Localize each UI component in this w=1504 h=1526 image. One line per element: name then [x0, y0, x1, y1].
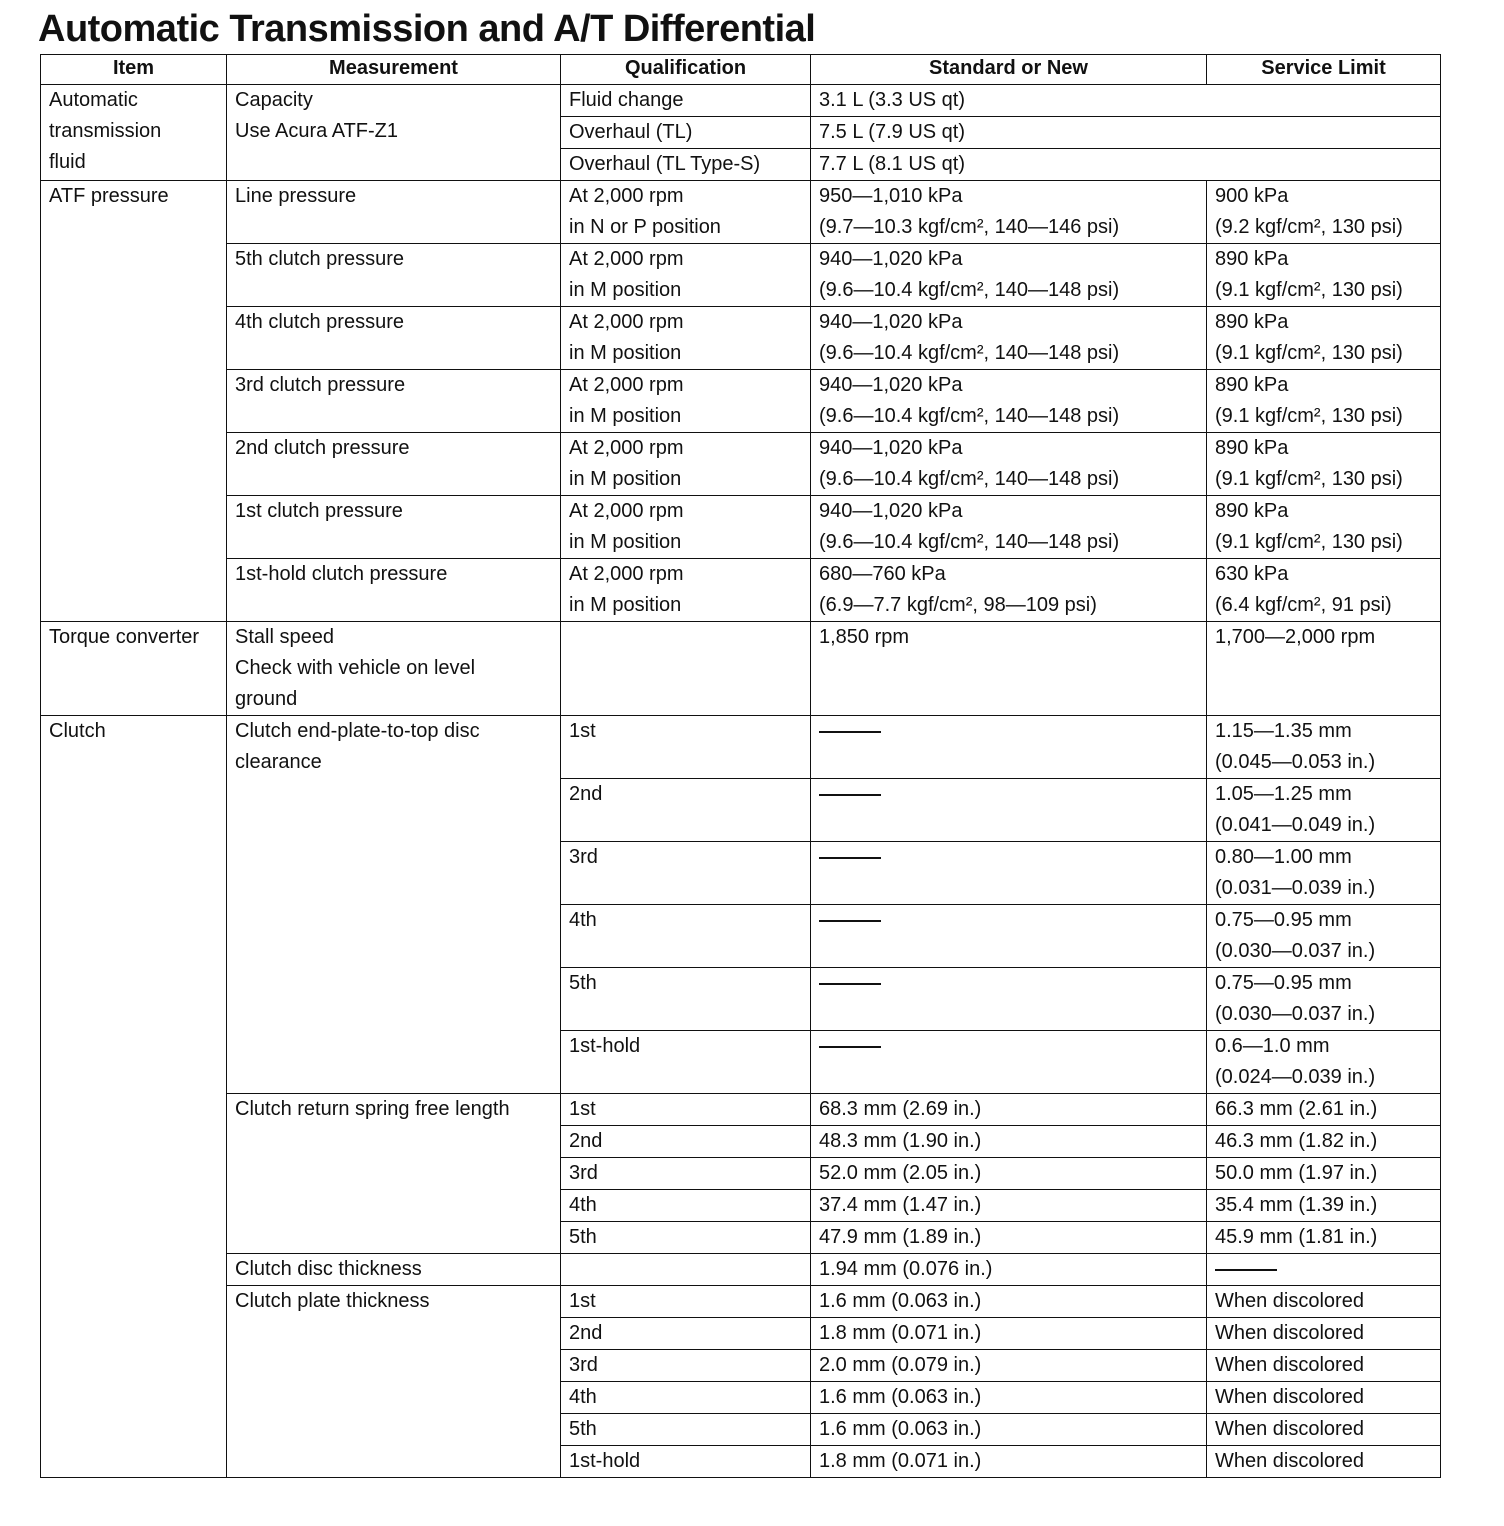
qualification-cell: 1st — [561, 716, 811, 779]
limit-cell: 890 kPa (9.1 kgf/cm², 130 psi) — [1207, 370, 1441, 433]
standard-cell — [811, 842, 1207, 905]
standard-cell: 68.3 mm (2.69 in.) — [811, 1094, 1207, 1126]
measurement-disc-thickness: Clutch disc thickness — [227, 1254, 561, 1286]
standard-cell — [811, 779, 1207, 842]
qualification-cell: 1st-hold — [561, 1031, 811, 1094]
qualification-cell: At 2,000 rpm in N or P position — [561, 181, 811, 244]
qualification-cell: Overhaul (TL Type-S) — [561, 149, 811, 181]
header-standard: Standard or New — [811, 55, 1207, 85]
item-torque-converter: Torque converter — [41, 622, 227, 716]
standard-cell: 940—1,020 kPa (9.6—10.4 kgf/cm², 140—148 psi) — [811, 307, 1207, 370]
qualification-cell: 5th — [561, 1222, 811, 1254]
limit-cell: 45.9 mm (1.81 in.) — [1207, 1222, 1441, 1254]
standard-cell: 940—1,020 kPa (9.6—10.4 kgf/cm², 140—148 psi) — [811, 244, 1207, 307]
measurement-cell: 5th clutch pressure — [227, 244, 561, 307]
qualification-cell: Fluid change — [561, 85, 811, 117]
table-row — [41, 1286, 1441, 1318]
standard-cell: 940—1,020 kPa (9.6—10.4 kgf/cm², 140—148 psi) — [811, 496, 1207, 559]
header-measurement: Measurement — [227, 55, 561, 85]
table-row — [41, 1254, 1441, 1286]
standard-cell: 2.0 mm (0.079 in.) — [811, 1350, 1207, 1382]
standard-cell — [811, 905, 1207, 968]
standard-cell — [811, 1031, 1207, 1094]
qualification-cell: 1st — [561, 1286, 811, 1318]
standard-cell: 7.7 L (8.1 US qt) — [811, 149, 1441, 181]
table-row — [41, 307, 1441, 370]
qualification-cell: 1st-hold — [561, 1446, 811, 1478]
limit-cell: 0.80—1.00 mm (0.031—0.039 in.) — [1207, 842, 1441, 905]
dash-mark — [819, 857, 881, 859]
measurement-plate-thickness: Clutch plate thickness — [227, 1286, 561, 1478]
limit-cell: When discolored — [1207, 1350, 1441, 1382]
header-service-limit: Service Limit — [1207, 55, 1441, 85]
qualification-cell: 2nd — [561, 779, 811, 842]
dash-mark — [819, 920, 881, 922]
table-row — [41, 85, 1441, 117]
standard-cell: 1.94 mm (0.076 in.) — [811, 1254, 1207, 1286]
measurement-endplate-clearance: Clutch end-plate-to-top disc clearance — [227, 716, 561, 1094]
limit-cell: 890 kPa (9.1 kgf/cm², 130 psi) — [1207, 433, 1441, 496]
dash-mark — [819, 983, 881, 985]
measurement-capacity: Capacity Use Acura ATF-Z1 — [227, 85, 561, 181]
standard-cell: 47.9 mm (1.89 in.) — [811, 1222, 1207, 1254]
standard-cell: 950—1,010 kPa (9.7—10.3 kgf/cm², 140—146 psi) — [811, 181, 1207, 244]
dash-mark — [819, 731, 881, 733]
table-row — [41, 559, 1441, 622]
standard-cell: 1.8 mm (0.071 in.) — [811, 1318, 1207, 1350]
limit-cell: 890 kPa (9.1 kgf/cm², 130 psi) — [1207, 307, 1441, 370]
measurement-cell: 3rd clutch pressure — [227, 370, 561, 433]
qualification-cell: 5th — [561, 1414, 811, 1446]
limit-cell: 0.75—0.95 mm (0.030—0.037 in.) — [1207, 968, 1441, 1031]
qualification-cell: 4th — [561, 1190, 811, 1222]
table-row — [41, 433, 1441, 496]
qualification-cell: At 2,000 rpm in M position — [561, 307, 811, 370]
item-atf-pressure: ATF pressure — [41, 181, 227, 622]
dash-mark — [819, 1046, 881, 1048]
table-row — [41, 496, 1441, 559]
measurement-cell: 2nd clutch pressure — [227, 433, 561, 496]
limit-cell: 890 kPa (9.1 kgf/cm², 130 psi) — [1207, 244, 1441, 307]
qualification-cell: At 2,000 rpm in M position — [561, 559, 811, 622]
limit-cell: When discolored — [1207, 1286, 1441, 1318]
limit-cell — [1207, 1254, 1441, 1286]
standard-cell: 1,850 rpm — [811, 622, 1207, 716]
limit-cell: When discolored — [1207, 1414, 1441, 1446]
standard-cell: 940—1,020 kPa (9.6—10.4 kgf/cm², 140—148 psi) — [811, 370, 1207, 433]
standard-cell: 37.4 mm (1.47 in.) — [811, 1190, 1207, 1222]
measurement-cell: 4th clutch pressure — [227, 307, 561, 370]
qualification-cell: At 2,000 rpm in M position — [561, 244, 811, 307]
table-row — [41, 181, 1441, 244]
qualification-cell: 5th — [561, 968, 811, 1031]
qualification-cell — [561, 1254, 811, 1286]
standard-cell: 940—1,020 kPa (9.6—10.4 kgf/cm², 140—148 psi) — [811, 433, 1207, 496]
header-item: Item — [41, 55, 227, 85]
limit-cell: 1,700—2,000 rpm — [1207, 622, 1441, 716]
item-fluid: Automatic transmission fluid — [41, 85, 227, 181]
standard-cell: 3.1 L (3.3 US qt) — [811, 85, 1441, 117]
standard-cell: 1.6 mm (0.063 in.) — [811, 1382, 1207, 1414]
measurement-cell: 1st clutch pressure — [227, 496, 561, 559]
standard-cell: 1.8 mm (0.071 in.) — [811, 1446, 1207, 1478]
qualification-cell: Overhaul (TL) — [561, 117, 811, 149]
qualification-cell — [561, 622, 811, 716]
qualification-cell: At 2,000 rpm in M position — [561, 496, 811, 559]
qualification-cell: 4th — [561, 1382, 811, 1414]
dash-mark — [819, 794, 881, 796]
limit-cell: 890 kPa (9.1 kgf/cm², 130 psi) — [1207, 496, 1441, 559]
limit-cell: 1.05—1.25 mm (0.041—0.049 in.) — [1207, 779, 1441, 842]
qualification-cell: At 2,000 rpm in M position — [561, 433, 811, 496]
qualification-cell: 3rd — [561, 842, 811, 905]
measurement-cell: Line pressure — [227, 181, 561, 244]
standard-cell: 7.5 L (7.9 US qt) — [811, 117, 1441, 149]
table-row — [41, 622, 1441, 716]
measurement-spring-length: Clutch return spring free length — [227, 1094, 561, 1254]
qualification-cell: 4th — [561, 905, 811, 968]
standard-cell: 52.0 mm (2.05 in.) — [811, 1158, 1207, 1190]
table-row — [41, 244, 1441, 307]
qualification-cell: 3rd — [561, 1158, 811, 1190]
standard-cell: 1.6 mm (0.063 in.) — [811, 1414, 1207, 1446]
limit-cell: When discolored — [1207, 1446, 1441, 1478]
limit-cell: 630 kPa (6.4 kgf/cm², 91 psi) — [1207, 559, 1441, 622]
measurement-cell: 1st-hold clutch pressure — [227, 559, 561, 622]
limit-cell: 900 kPa (9.2 kgf/cm², 130 psi) — [1207, 181, 1441, 244]
table-row — [41, 370, 1441, 433]
qualification-cell: 2nd — [561, 1318, 811, 1350]
limit-cell: When discolored — [1207, 1318, 1441, 1350]
limit-cell: 0.75—0.95 mm (0.030—0.037 in.) — [1207, 905, 1441, 968]
standard-cell — [811, 968, 1207, 1031]
qualification-cell: 2nd — [561, 1126, 811, 1158]
dash-mark — [1215, 1269, 1277, 1271]
limit-cell: 1.15—1.35 mm (0.045—0.053 in.) — [1207, 716, 1441, 779]
limit-cell: 46.3 mm (1.82 in.) — [1207, 1126, 1441, 1158]
limit-cell: 0.6—1.0 mm (0.024—0.039 in.) — [1207, 1031, 1441, 1094]
qualification-cell: 1st — [561, 1094, 811, 1126]
qualification-cell: At 2,000 rpm in M position — [561, 370, 811, 433]
table-header-row — [41, 55, 1441, 85]
table-row — [41, 1094, 1441, 1126]
limit-cell: 50.0 mm (1.97 in.) — [1207, 1158, 1441, 1190]
header-qualification: Qualification — [561, 55, 811, 85]
qualification-cell: 3rd — [561, 1350, 811, 1382]
measurement-stall-speed: Stall speed Check with vehicle on level ground — [227, 622, 561, 716]
item-clutch: Clutch — [41, 716, 227, 1478]
page-title: Automatic Transmission and A/T Differential — [38, 8, 816, 50]
standard-cell: 1.6 mm (0.063 in.) — [811, 1286, 1207, 1318]
limit-cell: 35.4 mm (1.39 in.) — [1207, 1190, 1441, 1222]
limit-cell: 66.3 mm (2.61 in.) — [1207, 1094, 1441, 1126]
spec-table — [40, 54, 1441, 1478]
standard-cell — [811, 716, 1207, 779]
standard-cell: 680—760 kPa (6.9—7.7 kgf/cm², 98—109 psi) — [811, 559, 1207, 622]
limit-cell: When discolored — [1207, 1382, 1441, 1414]
standard-cell: 48.3 mm (1.90 in.) — [811, 1126, 1207, 1158]
table-row — [41, 716, 1441, 779]
